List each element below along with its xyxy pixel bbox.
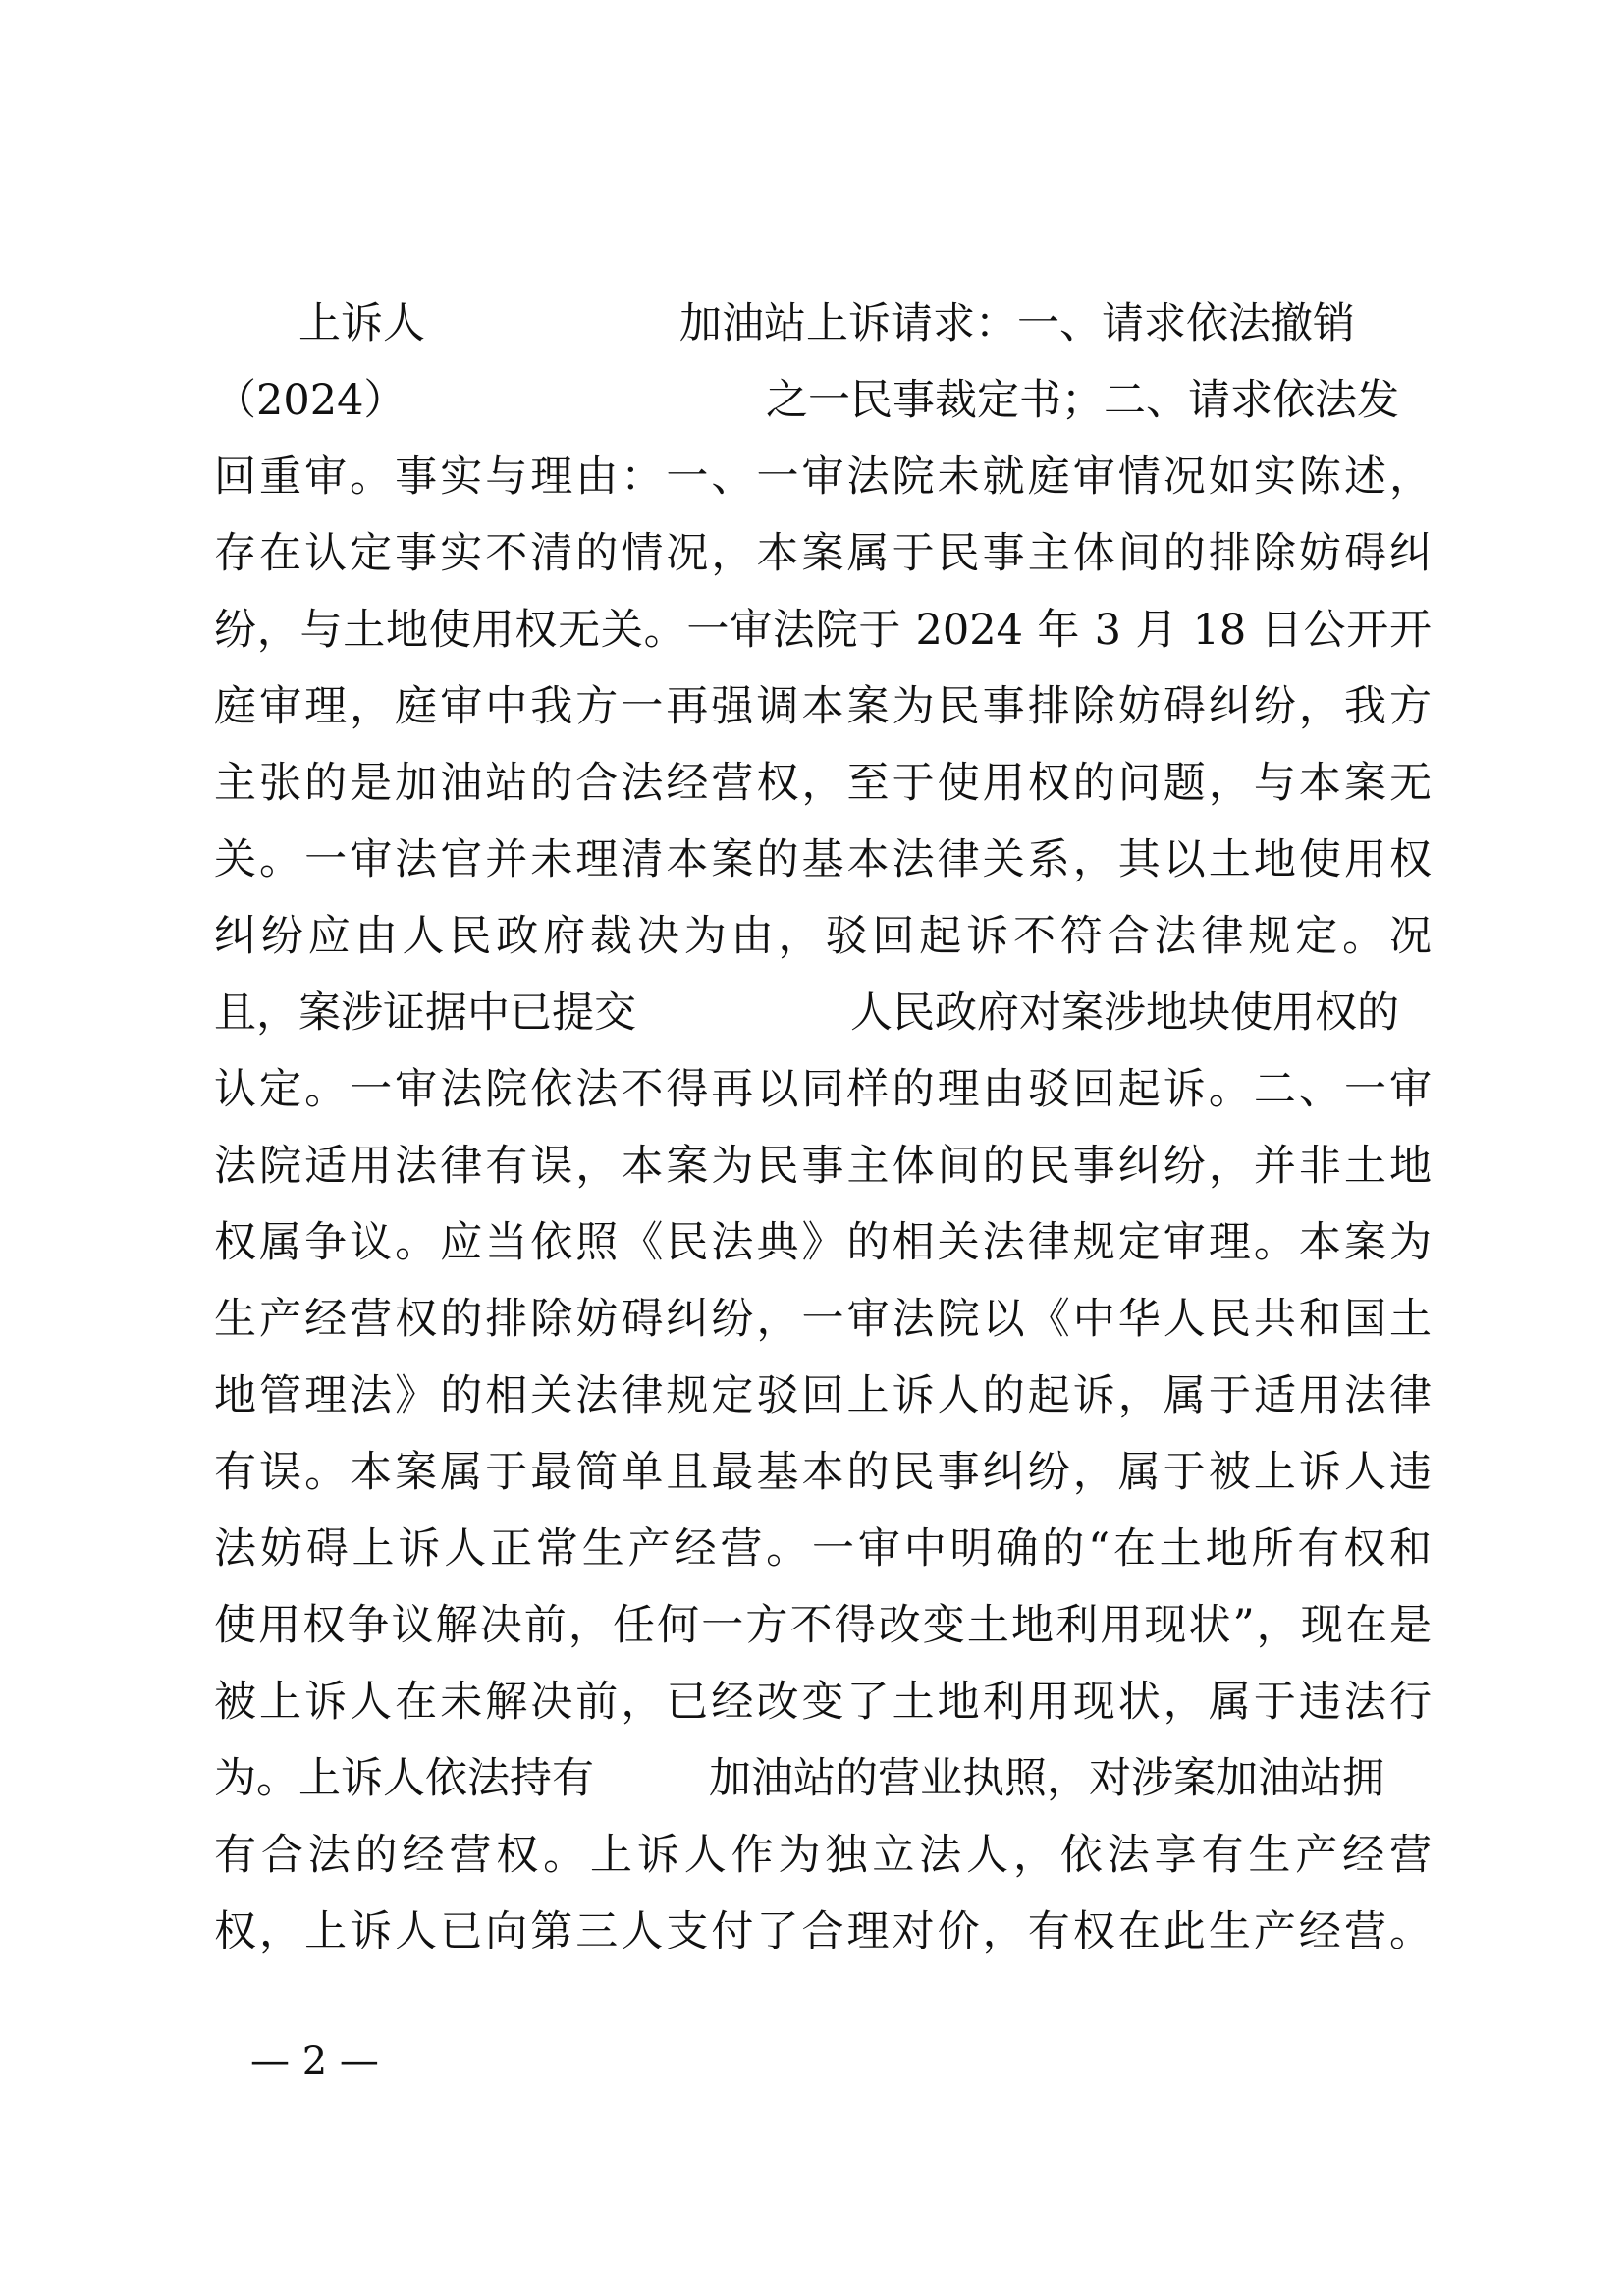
text-segment: （2024）: [214, 376, 406, 425]
text-line: [214, 984, 1432, 1042]
text-line: [214, 294, 1432, 353]
text-segment: 回重审。事实与理由：一、一审法院未就庭审情况如实陈述，: [214, 453, 1432, 502]
text-line: [214, 830, 1432, 889]
text-segment: 纷，与土地使用权无关。一审法院于 2024 年 3 月 18 日公开开: [214, 606, 1432, 655]
text-line: [214, 524, 1432, 583]
text-segment: 认定。一审法院依法不得再以同样的理由驳回起诉。二、一审: [214, 1065, 1432, 1114]
text-segment: 且，案涉证据中已提交: [214, 988, 636, 1038]
text-segment: 有合法的经营权。上诉人作为独立法人，依法享有生产经营: [214, 1831, 1432, 1880]
text-line: [214, 1366, 1432, 1425]
text-line: [214, 1749, 1432, 1808]
text-line: [214, 907, 1432, 966]
text-line: [214, 1213, 1432, 1272]
text-segment: 存在认定事实不清的情况，本案属于民事主体间的排除妨碍纠: [214, 529, 1432, 578]
text-line: [214, 448, 1432, 507]
text-line: [214, 1137, 1432, 1196]
text-segment: 权属争议。应当依照《民法典》的相关法律规定审理。本案为: [214, 1218, 1432, 1267]
text-line: [214, 601, 1432, 660]
text-line: [214, 1673, 1432, 1732]
text-segment: 纠纷应由人民政府裁决为由，驳回起诉不符合法律规定。况: [214, 912, 1432, 961]
text-line: [214, 677, 1432, 736]
text-segment: 人民政府对案涉地块使用权的: [850, 988, 1399, 1038]
text-segment: 权，上诉人已向第三人支付了合理对价，有权在此生产经营。: [214, 1907, 1432, 1956]
text-segment: 地管理法》的相关法律规定驳回上诉人的起诉，属于适用法律: [214, 1371, 1432, 1420]
text-line: [214, 1596, 1432, 1655]
text-segment: 法妨碍上诉人正常生产经营。一审中明确的“在土地所有权和: [214, 1524, 1432, 1574]
text-line: [214, 1902, 1432, 1961]
text-line: [214, 371, 1432, 430]
text-segment: 生产经营权的排除妨碍纠纷，一审法院以《中华人民共和国土: [214, 1295, 1432, 1344]
text-segment: 为。上诉人依法持有: [214, 1754, 594, 1803]
text-segment: 加油站上诉请求：一、请求依法撤销: [679, 299, 1355, 348]
text-line: [214, 1520, 1432, 1578]
text-segment: 有误。本案属于最简单且最基本的民事纠纷，属于被上诉人违: [214, 1448, 1432, 1497]
text-line: [214, 1060, 1432, 1119]
text-segment: 之一民事裁定书；二、请求依法发: [766, 376, 1399, 425]
text-segment: 庭审理，庭审中我方一再强调本案为民事排除妨碍纠纷，我方: [214, 682, 1432, 731]
text-line: [214, 1826, 1432, 1885]
text-line: [214, 754, 1432, 813]
text-segment: 关。一审法官并未理清本案的基本法律关系，其以土地使用权: [214, 835, 1432, 884]
text-segment: 上诉人: [298, 299, 425, 348]
text-line: [214, 1443, 1432, 1502]
text-segment: 主张的是加油站的合法经营权，至于使用权的问题，与本案无: [214, 759, 1432, 808]
page-number: — 2 —: [250, 2039, 379, 2084]
text-line: [214, 1290, 1432, 1349]
text-segment: 加油站的营业执照，对涉案加油站拥: [709, 1754, 1384, 1803]
text-segment: 使用权争议解决前，任何一方不得改变土地利用现状”，现在是: [214, 1601, 1432, 1650]
text-segment: 法院适用法律有误，本案为民事主体间的民事纠纷，并非土地: [214, 1142, 1432, 1191]
text-segment: 被上诉人在未解决前，已经改变了土地利用现状，属于违法行: [214, 1678, 1432, 1727]
